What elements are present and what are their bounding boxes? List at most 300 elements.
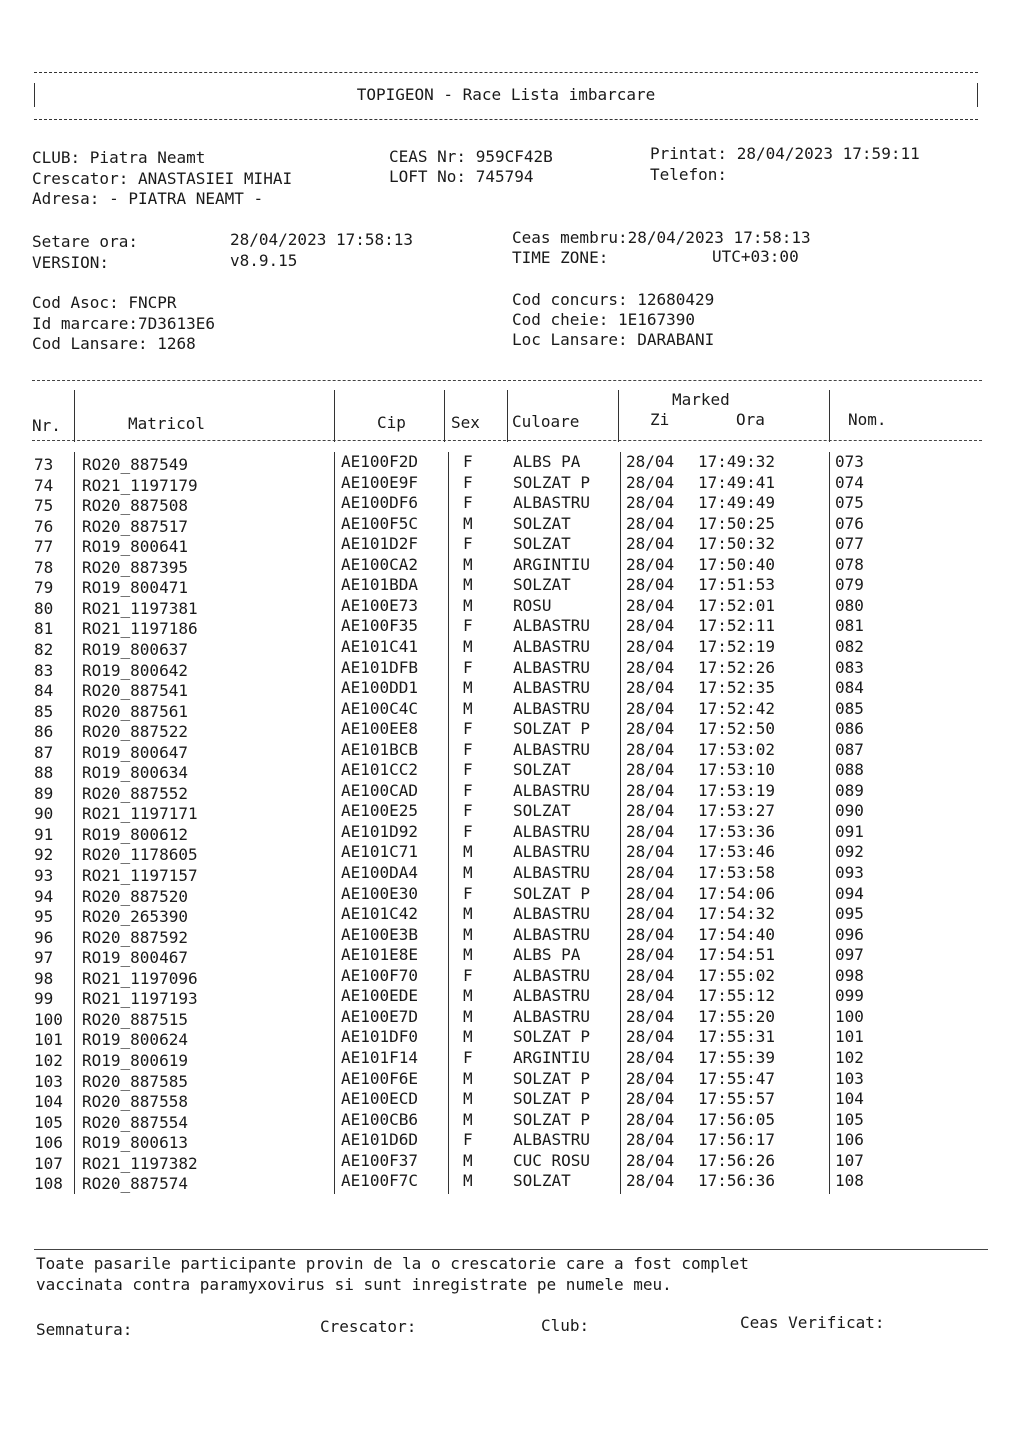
row-culoare: ALBASTRU: [513, 636, 591, 656]
row-matricol: RO20_887515: [82, 1009, 188, 1029]
row-zi: 28/04: [626, 554, 675, 574]
ceas-nr-label: CEAS Nr: 959CF42B: [389, 147, 553, 166]
row-nom: 096: [835, 924, 864, 944]
row-ora: 17:52:19: [698, 636, 776, 656]
row-sex: F: [463, 657, 473, 677]
row-sex: F: [463, 616, 473, 636]
row-zi: 28/04: [626, 513, 675, 533]
club-label: CLUB: Piatra Neamt: [32, 148, 206, 167]
table-row: [0, 1151, 1024, 1172]
row-nr: 107: [34, 1153, 63, 1173]
row-sex: M: [463, 904, 473, 924]
row-matricol: RO19_800471: [82, 578, 188, 598]
row-culoare: ALBASTRU: [513, 493, 591, 513]
table-row: [0, 452, 1024, 473]
row-nr: 108: [34, 1174, 63, 1194]
row-matricol: RO19_800642: [82, 660, 188, 680]
title-box: [34, 72, 978, 120]
row-culoare: SOLZAT: [513, 513, 571, 533]
row-culoare: SOLZAT: [513, 760, 571, 780]
row-nom: 102: [835, 1047, 864, 1067]
row-ora: 17:53:58: [698, 863, 776, 882]
row-ora: 17:52:26: [698, 657, 776, 677]
row-culoare: SOLZAT P: [513, 1109, 591, 1129]
row-nr: 78: [34, 557, 54, 577]
table-row: [0, 925, 1024, 946]
row-culoare: SOLZAT P: [513, 1068, 591, 1088]
row-matricol: RO19_800612: [82, 824, 188, 844]
row-zi: 28/04: [626, 945, 675, 965]
row-zi: 28/04: [626, 863, 675, 882]
row-zi: 28/04: [626, 698, 675, 718]
row-ora: 17:52:50: [698, 719, 776, 739]
row-zi: 28/04: [626, 842, 675, 862]
row-nr: 98: [34, 968, 54, 988]
cod-cheie-label: Cod cheie: 1E167390: [512, 310, 696, 329]
row-nom: 086: [835, 719, 864, 739]
row-matricol: RO21_1197186: [82, 619, 198, 639]
row-nom: 088: [835, 760, 864, 780]
table-row: [0, 863, 1024, 884]
row-sex: M: [463, 1027, 473, 1047]
row-zi: 28/04: [626, 636, 675, 656]
row-sex: F: [463, 801, 473, 821]
table-row: [0, 1027, 1024, 1048]
row-nr: 82: [34, 639, 54, 659]
row-ora: 17:54:32: [698, 904, 776, 924]
table-row: [0, 514, 1024, 535]
row-cip: AE101BDA: [341, 575, 419, 595]
row-cip: AE100E30: [341, 883, 419, 903]
row-cip: AE101D6D: [341, 1130, 419, 1150]
col-separator: [334, 390, 335, 442]
row-sex: M: [463, 1068, 473, 1088]
col-separator: [618, 390, 619, 442]
row-cip: AE101E8E: [341, 945, 419, 965]
row-zi: 28/04: [626, 801, 675, 821]
row-ora: 17:54:06: [698, 883, 776, 903]
table-row: [0, 658, 1024, 679]
row-nr: 88: [34, 763, 54, 783]
row-nom: 073: [835, 452, 864, 471]
table-row: [0, 1048, 1024, 1069]
row-cip: AE101C42: [341, 904, 419, 924]
row-nr: 94: [34, 886, 54, 906]
table-row: [0, 822, 1024, 843]
row-ora: 17:53:02: [698, 739, 776, 759]
row-nom: 106: [835, 1130, 864, 1150]
row-nr: 74: [34, 475, 54, 495]
row-sex: F: [463, 883, 473, 903]
row-zi: 28/04: [626, 678, 675, 698]
row-cip: AE101C41: [341, 636, 419, 656]
row-culoare: ALBS PA: [513, 945, 581, 965]
row-cip: AE100E7D: [341, 1006, 419, 1026]
row-matricol: RO19_800613: [82, 1133, 188, 1153]
row-zi: 28/04: [626, 1109, 675, 1129]
row-matricol: RO20_887592: [82, 927, 188, 947]
row-nr: 90: [34, 804, 54, 824]
row-nr: 91: [34, 824, 54, 844]
row-sex: M: [463, 986, 473, 1006]
row-matricol: RO20_887541: [82, 681, 188, 701]
row-nom: 103: [835, 1068, 864, 1088]
row-sex: M: [463, 924, 473, 944]
row-ora: 17:53:10: [698, 760, 776, 780]
row-zi: 28/04: [626, 780, 675, 800]
row-nom: 107: [835, 1150, 864, 1170]
table-row: [0, 534, 1024, 555]
row-zi: 28/04: [626, 1006, 675, 1026]
row-ora: 17:50:40: [698, 554, 776, 574]
row-sex: F: [463, 780, 473, 800]
adresa-label: Adresa: - PIATRA NEAMT -: [32, 189, 264, 208]
row-zi: 28/04: [626, 904, 675, 924]
row-cip: AE101DFB: [341, 657, 419, 677]
row-sex: M: [463, 1006, 473, 1026]
row-cip: AE100F5C: [341, 513, 419, 533]
row-cip: AE101C71: [341, 842, 419, 862]
row-culoare: ALBS PA: [513, 452, 581, 471]
row-cip: AE100ECD: [341, 1089, 419, 1109]
row-sex: M: [463, 863, 473, 882]
printat-label: Printat: 28/04/2023 17:59:11: [650, 144, 920, 163]
row-ora: 17:53:46: [698, 842, 776, 862]
row-sex: F: [463, 965, 473, 985]
row-cip: AE100DA4: [341, 863, 419, 882]
row-ora: 17:52:11: [698, 616, 776, 636]
row-nom: 095: [835, 904, 864, 924]
table-row: [0, 760, 1024, 781]
row-sex: F: [463, 472, 473, 492]
row-zi: 28/04: [626, 821, 675, 841]
row-nom: 080: [835, 595, 864, 615]
setare-ora-label: Setare ora:: [32, 232, 138, 251]
setare-ora-value: 28/04/2023 17:58:13: [230, 230, 414, 249]
row-culoare: SOLZAT P: [513, 1089, 591, 1109]
row-nr: 76: [34, 516, 54, 536]
table-row: [0, 1171, 1024, 1192]
row-zi: 28/04: [626, 616, 675, 636]
row-ora: 17:55:12: [698, 986, 776, 1006]
row-ora: 17:55:31: [698, 1027, 776, 1047]
header-ora: Ora: [736, 410, 765, 429]
row-nom: 093: [835, 863, 864, 882]
table-row: [0, 1130, 1024, 1151]
col-separator: [74, 390, 75, 442]
id-marcare-label: Id marcare:7D3613E6: [32, 314, 216, 333]
row-sex: M: [463, 1089, 473, 1109]
header-culoare: Culoare: [512, 412, 580, 431]
row-nr: 85: [34, 701, 54, 721]
row-matricol: RO19_800634: [82, 763, 188, 783]
row-nr: 99: [34, 989, 54, 1009]
row-nr: 106: [34, 1133, 63, 1153]
row-zi: 28/04: [626, 1068, 675, 1088]
row-zi: 28/04: [626, 472, 675, 492]
loc-lansare-label: Loc Lansare: DARABANI: [512, 330, 715, 349]
row-matricol: RO20_887552: [82, 783, 188, 803]
row-nom: 091: [835, 821, 864, 841]
row-nr: 102: [34, 1050, 63, 1070]
row-nom: 105: [835, 1109, 864, 1129]
row-nr: 100: [34, 1009, 63, 1029]
row-culoare: ALBASTRU: [513, 678, 591, 698]
row-sex: F: [463, 739, 473, 759]
row-culoare: ALBASTRU: [513, 904, 591, 924]
row-ora: 17:55:47: [698, 1068, 776, 1088]
row-nom: 097: [835, 945, 864, 965]
row-ora: 17:52:42: [698, 698, 776, 718]
row-nr: 89: [34, 783, 54, 803]
row-cip: AE101F14: [341, 1047, 419, 1067]
signature-label: Semnatura:: [36, 1320, 133, 1339]
row-culoare: SOLZAT P: [513, 472, 591, 492]
row-matricol: RO19_800641: [82, 537, 188, 557]
col-separator: [444, 390, 445, 442]
row-nom: 082: [835, 636, 864, 656]
row-sex: F: [463, 719, 473, 739]
header-nom: Nom.: [848, 410, 887, 429]
row-nr: 104: [34, 1092, 63, 1112]
row-culoare: ROSU: [513, 595, 552, 615]
row-cip: AE100DF6: [341, 493, 419, 513]
row-ora: 17:51:53: [698, 575, 776, 595]
row-nr: 87: [34, 742, 54, 762]
page-title: TOPIGEON - Race Lista imbarcare: [356, 85, 656, 104]
row-nr: 75: [34, 496, 54, 516]
row-nr: 81: [34, 619, 54, 639]
table-row: [0, 719, 1024, 740]
row-matricol: RO20_887585: [82, 1071, 188, 1091]
row-ora: 17:55:20: [698, 1006, 776, 1026]
row-zi: 28/04: [626, 986, 675, 1006]
row-cip: AE100E25: [341, 801, 419, 821]
table-row: [0, 842, 1024, 863]
row-cip: AE100EE8: [341, 719, 419, 739]
row-cip: AE100CAD: [341, 780, 419, 800]
row-nom: 083: [835, 657, 864, 677]
row-matricol: RO20_887561: [82, 701, 188, 721]
breeder-signature-label: Crescator:: [320, 1317, 417, 1336]
row-nom: 098: [835, 965, 864, 985]
table-row: [0, 904, 1024, 925]
header-sex: Sex: [451, 413, 480, 432]
row-nom: 084: [835, 678, 864, 698]
row-culoare: ALBASTRU: [513, 739, 591, 759]
row-nr: 84: [34, 681, 54, 701]
row-sex: F: [463, 821, 473, 841]
row-zi: 28/04: [626, 1089, 675, 1109]
row-matricol: RO20_887558: [82, 1092, 188, 1112]
row-zi: 28/04: [626, 719, 675, 739]
row-matricol: RO20_887522: [82, 722, 188, 742]
row-matricol: RO19_800637: [82, 639, 188, 659]
row-nom: 099: [835, 986, 864, 1006]
table-row: [0, 493, 1024, 514]
row-matricol: RO20_887508: [82, 496, 188, 516]
row-matricol: RO20_887549: [82, 455, 188, 474]
row-sex: M: [463, 575, 473, 595]
row-zi: 28/04: [626, 1150, 675, 1170]
table-row: [0, 945, 1024, 966]
row-matricol: RO20_887554: [82, 1112, 188, 1132]
row-nr: 77: [34, 537, 54, 557]
row-sex: M: [463, 1109, 473, 1129]
row-cip: AE101D2F: [341, 534, 419, 554]
row-ora: 17:53:19: [698, 780, 776, 800]
row-nr: 101: [34, 1030, 63, 1050]
club-signature-label: Club:: [541, 1316, 590, 1335]
row-sex: F: [463, 452, 473, 471]
footer-statement-line1: Toate pasarile participante provin de la o crescatorie care a fost complet: [36, 1254, 749, 1273]
row-cip: AE100F37: [341, 1150, 419, 1170]
row-sex: M: [463, 513, 473, 533]
row-matricol: RO20_887517: [82, 516, 188, 536]
table-row: [0, 966, 1024, 987]
row-zi: 28/04: [626, 595, 675, 615]
version-value: v8.9.15: [230, 251, 298, 270]
row-sex: M: [463, 1150, 473, 1170]
row-nr: 93: [34, 866, 54, 885]
row-cip: AE100E3B: [341, 924, 419, 944]
row-cip: AE101BCB: [341, 739, 419, 759]
row-culoare: ALBASTRU: [513, 1006, 591, 1026]
row-ora: 17:53:27: [698, 801, 776, 821]
row-cip: AE100DD1: [341, 678, 419, 698]
row-ora: 17:49:41: [698, 472, 776, 492]
crescator-label: Crescator: ANASTASIEI MIHAI: [32, 169, 293, 188]
row-sex: F: [463, 1047, 473, 1067]
row-ora: 17:52:01: [698, 595, 776, 615]
table-row: [0, 637, 1024, 658]
row-ora: 17:56:05: [698, 1109, 776, 1129]
row-nr: 73: [34, 455, 54, 474]
row-matricol: RO21_1197096: [82, 968, 198, 988]
row-nr: 83: [34, 660, 54, 680]
table-row: [0, 986, 1024, 1007]
row-culoare: ARGINTIU: [513, 554, 591, 574]
row-zi: 28/04: [626, 883, 675, 903]
row-matricol: RO19_800624: [82, 1030, 188, 1050]
table-top-rule: [32, 380, 982, 381]
row-culoare: ALBASTRU: [513, 1130, 591, 1150]
row-culoare: SOLZAT: [513, 534, 571, 554]
row-nom: 077: [835, 534, 864, 554]
row-ora: 17:55:57: [698, 1089, 776, 1109]
table-row: [0, 473, 1024, 494]
row-nr: 103: [34, 1071, 63, 1091]
row-nom: 076: [835, 513, 864, 533]
row-nom: 104: [835, 1089, 864, 1109]
row-zi: 28/04: [626, 534, 675, 554]
row-cip: AE100CB6: [341, 1109, 419, 1129]
row-cip: AE100F70: [341, 965, 419, 985]
row-sex: F: [463, 1130, 473, 1150]
row-culoare: ARGINTIU: [513, 1047, 591, 1067]
ceas-membru-label: Ceas membru:28/04/2023 17:58:13: [512, 228, 811, 247]
footer-rule: [34, 1249, 988, 1250]
table-row: [0, 801, 1024, 822]
table-row: [0, 884, 1024, 905]
row-nom: 101: [835, 1027, 864, 1047]
row-nom: 094: [835, 883, 864, 903]
row-zi: 28/04: [626, 493, 675, 513]
header-marked: Marked: [672, 390, 730, 409]
row-matricol: RO21_1197179: [82, 475, 198, 495]
row-nr: 105: [34, 1112, 63, 1132]
row-cip: AE100C4C: [341, 698, 419, 718]
table-row: [0, 740, 1024, 761]
row-cip: AE100E73: [341, 595, 419, 615]
row-ora: 17:55:02: [698, 965, 776, 985]
row-ora: 17:54:40: [698, 924, 776, 944]
row-culoare: ALBASTRU: [513, 965, 591, 985]
row-nom: 079: [835, 575, 864, 595]
row-zi: 28/04: [626, 739, 675, 759]
row-matricol: RO20_265390: [82, 907, 188, 927]
row-matricol: RO20_1178605: [82, 845, 198, 865]
row-zi: 28/04: [626, 760, 675, 780]
row-cip: AE100CA2: [341, 554, 419, 574]
loft-no-label: LOFT No: 745794: [389, 167, 534, 186]
row-culoare: ALBASTRU: [513, 863, 591, 882]
row-nr: 92: [34, 845, 54, 865]
row-nom: 087: [835, 739, 864, 759]
table-row: [0, 575, 1024, 596]
row-matricol: RO21_1197171: [82, 804, 198, 824]
row-cip: AE100E9F: [341, 472, 419, 492]
row-sex: M: [463, 554, 473, 574]
row-matricol: RO20_887520: [82, 886, 188, 906]
row-nr: 86: [34, 722, 54, 742]
row-nom: 092: [835, 842, 864, 862]
version-label: VERSION:: [32, 253, 110, 272]
table-row: [0, 1110, 1024, 1131]
row-culoare: SOLZAT: [513, 575, 571, 595]
row-sex: M: [463, 636, 473, 656]
row-nom: 090: [835, 801, 864, 821]
row-culoare: CUC ROSU: [513, 1150, 591, 1170]
row-sex: M: [463, 945, 473, 965]
table-row: [0, 1089, 1024, 1110]
table-row: [0, 596, 1024, 617]
row-ora: 17:56:36: [698, 1171, 776, 1191]
table-row: [0, 781, 1024, 802]
row-nom: 078: [835, 554, 864, 574]
telefon-label: Telefon:: [650, 165, 728, 184]
row-nom: 108: [835, 1171, 864, 1191]
row-zi: 28/04: [626, 1047, 675, 1067]
row-sex: F: [463, 493, 473, 513]
row-matricol: RO19_800647: [82, 742, 188, 762]
row-culoare: SOLZAT: [513, 801, 571, 821]
row-culoare: SOLZAT P: [513, 719, 591, 739]
row-culoare: ALBASTRU: [513, 924, 591, 944]
row-culoare: ALBASTRU: [513, 842, 591, 862]
row-ora: 17:49:32: [698, 452, 776, 471]
header-cip: Cip: [377, 413, 406, 432]
header-zi: Zi: [650, 410, 670, 429]
table-row: [0, 678, 1024, 699]
row-ora: 17:56:26: [698, 1150, 776, 1170]
row-nom: 089: [835, 780, 864, 800]
row-zi: 28/04: [626, 965, 675, 985]
row-matricol: RO20_887574: [82, 1174, 188, 1194]
row-cip: AE101D92: [341, 821, 419, 841]
row-matricol: RO19_800467: [82, 948, 188, 968]
row-ora: 17:55:39: [698, 1047, 776, 1067]
